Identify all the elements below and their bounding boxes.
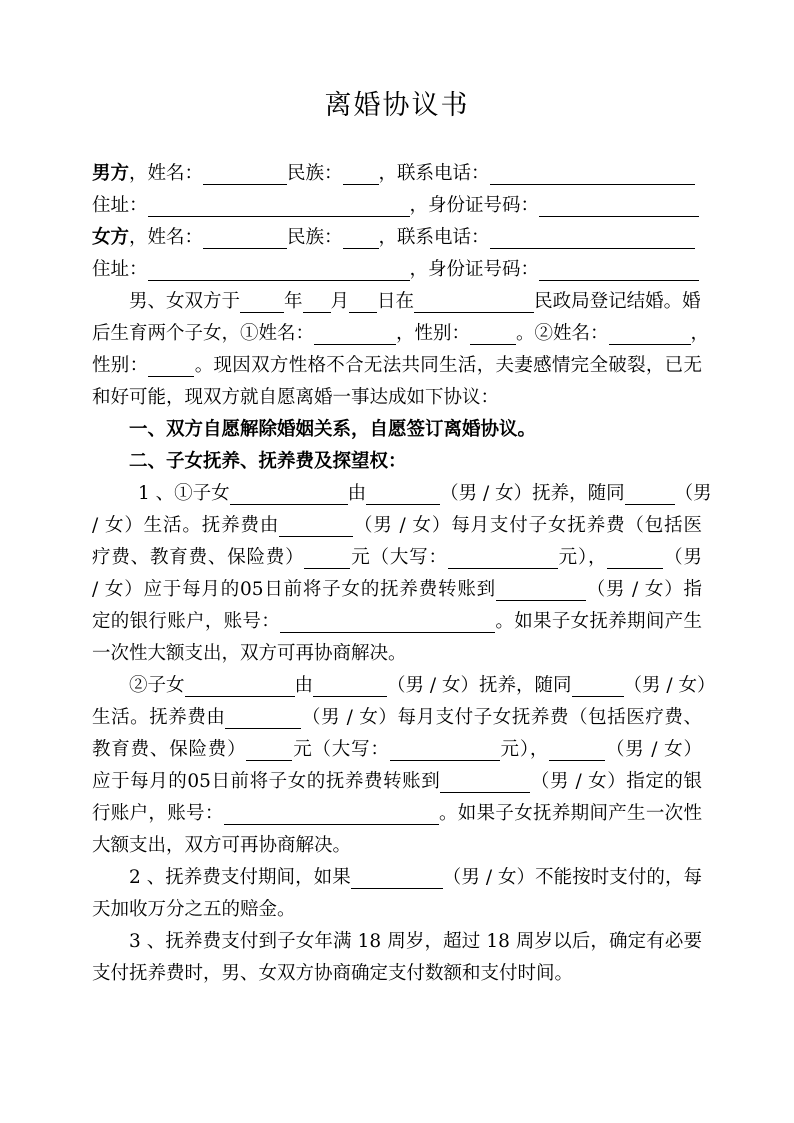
husband-ethnic-blank[interactable]	[343, 162, 379, 185]
intro-line-1	[92, 286, 702, 318]
child1-custodian-blank[interactable]	[366, 482, 440, 505]
clause-text: 由	[294, 675, 314, 696]
month-label: 月	[330, 291, 350, 312]
child2-line-3	[92, 734, 702, 766]
clause3-line-1: 3 、抚养费支付到子女年满 18 周岁，超过 18 周岁以后，确定有必要	[129, 931, 702, 952]
husband-ethnic-label: 民族：	[287, 163, 343, 184]
clause-text: 疗费、教育费、保险费）	[92, 547, 305, 568]
child2-name-blank[interactable]	[609, 322, 691, 345]
husband-address-blank[interactable]	[148, 194, 410, 217]
clause-text: ②子女	[129, 675, 185, 696]
document-title: 离婚协议书	[324, 90, 470, 121]
wife-ethnic-label: 民族：	[287, 227, 343, 248]
clause-text: 由	[347, 483, 367, 504]
clause-text: 。如果子女抚养期间产生一次性	[438, 803, 702, 824]
child2-amount-words-blank[interactable]	[390, 738, 500, 761]
husband-id-blank[interactable]	[539, 194, 699, 217]
child1-line-6: 一次性大额支出，双方可再协商解决。	[92, 643, 407, 664]
clause2-line-2: 天加收万分之五的赔金。	[92, 899, 296, 920]
gender-label: ，性别：	[396, 323, 471, 344]
child1-live-with-blank[interactable]	[625, 482, 675, 505]
child2-line-6: 大额支出，双方可再协商解决。	[92, 835, 352, 856]
child1-name-blank[interactable]	[314, 322, 396, 345]
year-label: 年	[284, 291, 303, 312]
husband-info-line-2	[92, 190, 702, 222]
husband-info-line-1	[92, 158, 702, 190]
clause-text: （男 / 女）	[605, 739, 702, 760]
clause-text: 生活。抚养费由	[92, 707, 226, 728]
clause-text: （男 / 女）抚养，随同	[440, 483, 625, 504]
child2-payer-blank[interactable]	[225, 706, 301, 729]
child2-line-2	[92, 702, 702, 734]
intro-text: 后生育两个子女，①姓名：	[92, 323, 315, 344]
child2-live-with-blank[interactable]	[572, 674, 624, 697]
intro-line-2	[92, 318, 710, 350]
clause2-line-1	[92, 862, 702, 894]
wife-info-line-2	[92, 254, 702, 286]
wife-name-label: ，姓名：	[129, 227, 204, 248]
civil-affairs-office-blank[interactable]	[414, 290, 534, 313]
intro-line-4: 和好可能，现双方就自愿离婚一事达成如下协议：	[92, 387, 500, 408]
husband-name-label: ，姓名：	[129, 163, 204, 184]
day-label: 日在	[377, 291, 415, 312]
husband-phone-label: ，联系电话：	[378, 163, 490, 184]
clause-text: 2 、抚养费支付期间，如果	[129, 867, 351, 888]
marriage-month-blank[interactable]	[303, 290, 331, 313]
clause-text: （男 / 女）抚养，随同	[387, 675, 572, 696]
clause-text: 元（大写：	[350, 547, 448, 568]
wife-name-blank[interactable]	[203, 226, 287, 249]
child2-transfer-party-blank[interactable]	[549, 738, 605, 761]
clause-text: 定的银行账户，账号：	[92, 611, 281, 632]
clause-text: （男 / 女）指定的银	[530, 771, 703, 792]
clause-text: 元（大写：	[292, 739, 390, 760]
clause-text: （男 / 女）不能按时支付的，每	[442, 867, 702, 888]
intro-line-3	[92, 350, 702, 382]
child2-line-5	[92, 798, 702, 830]
child1-line-2	[92, 510, 702, 542]
child1-line-3	[92, 542, 702, 574]
clause-text: 1 、①子女	[138, 483, 230, 504]
wife-phone-blank[interactable]	[490, 226, 695, 249]
wife-address-blank[interactable]	[148, 258, 410, 281]
child2-custody-name-blank[interactable]	[185, 674, 295, 697]
wife-id-blank[interactable]	[539, 258, 699, 281]
intro-text: ，	[690, 323, 710, 344]
child1-account-blank[interactable]	[280, 610, 495, 633]
child2-line-1	[92, 670, 716, 702]
child2-gender-blank[interactable]	[148, 354, 194, 377]
child1-line-5	[92, 606, 702, 638]
section-2-heading: 二、子女抚养、抚养费及探望权：	[129, 451, 407, 472]
clause-text: （男 / 女）	[623, 675, 716, 696]
husband-address-label: 住址：	[92, 195, 148, 216]
husband-id-label: ，身份证号码：	[409, 195, 540, 216]
intro-text: 。现因双方性格不合无法共同生活，夫妻感情完全破裂，已无	[194, 355, 702, 376]
clause-text: 教育费、保险费）	[92, 739, 247, 760]
clause-text: （男	[663, 547, 702, 568]
child1-line-1	[92, 478, 712, 510]
gender-label: 性别：	[92, 355, 149, 376]
clause-text: 。如果子女抚养期间产生	[495, 611, 702, 632]
wife-address-label: 住址：	[92, 259, 148, 280]
child1-line-4	[92, 574, 702, 606]
marriage-day-blank[interactable]	[349, 290, 377, 313]
husband-phone-blank[interactable]	[490, 162, 695, 185]
clause-text: 行账户，账号：	[92, 803, 224, 824]
child1-transfer-party-blank[interactable]	[607, 546, 663, 569]
child2-amount-blank[interactable]	[246, 738, 292, 761]
clause-text: 元），	[499, 739, 550, 760]
husband-label: 男方	[92, 163, 130, 184]
child1-recipient-blank[interactable]	[496, 578, 586, 601]
section-1-heading: 一、双方自愿解除婚姻关系，自愿签订离婚协议。	[129, 419, 537, 440]
child2-custodian-blank[interactable]	[313, 674, 387, 697]
child2-line-4	[92, 766, 702, 798]
intro-text: 。②姓名：	[516, 323, 609, 344]
child2-recipient-blank[interactable]	[440, 770, 530, 793]
wife-id-label: ，身份证号码：	[409, 259, 540, 280]
intro-text: 男、女双方于	[129, 291, 241, 312]
wife-label: 女方	[92, 227, 130, 248]
clause-text: （男 / 女）每月支付子女抚养费（包括医	[353, 515, 702, 536]
child1-gender-blank[interactable]	[470, 322, 516, 345]
late-payer-blank[interactable]	[351, 866, 443, 889]
child1-custody-name-blank[interactable]	[230, 482, 348, 505]
clause-text: 应于每月的05日前将子女的抚养费转账到	[92, 771, 441, 792]
clause-text: （男 / 女）指	[585, 579, 703, 600]
clause-text: 元），	[557, 547, 608, 568]
clause-text: / 女）应于每月的05日前将子女的抚养费转账到	[92, 579, 496, 600]
wife-ethnic-blank[interactable]	[343, 226, 379, 249]
child1-amount-words-blank[interactable]	[448, 546, 558, 569]
husband-name-blank[interactable]	[203, 162, 287, 185]
clause3-line-2: 支付抚养费时，男、女双方协商确定支付数额和支付时间。	[92, 963, 574, 984]
intro-text: 民政局登记结婚。婚	[534, 291, 701, 312]
clause-text: （男 / 女）每月支付子女抚养费（包括医疗费、	[301, 707, 702, 728]
wife-info-line-1	[92, 222, 702, 254]
child2-account-blank[interactable]	[224, 802, 439, 825]
marriage-year-blank[interactable]	[240, 290, 284, 313]
wife-phone-label: ，联系电话：	[378, 227, 490, 248]
child1-amount-blank[interactable]	[304, 546, 350, 569]
child1-payer-blank[interactable]	[279, 514, 353, 537]
clause-text: / 女）生活。抚养费由	[92, 515, 280, 536]
clause-text: （男	[674, 483, 712, 504]
